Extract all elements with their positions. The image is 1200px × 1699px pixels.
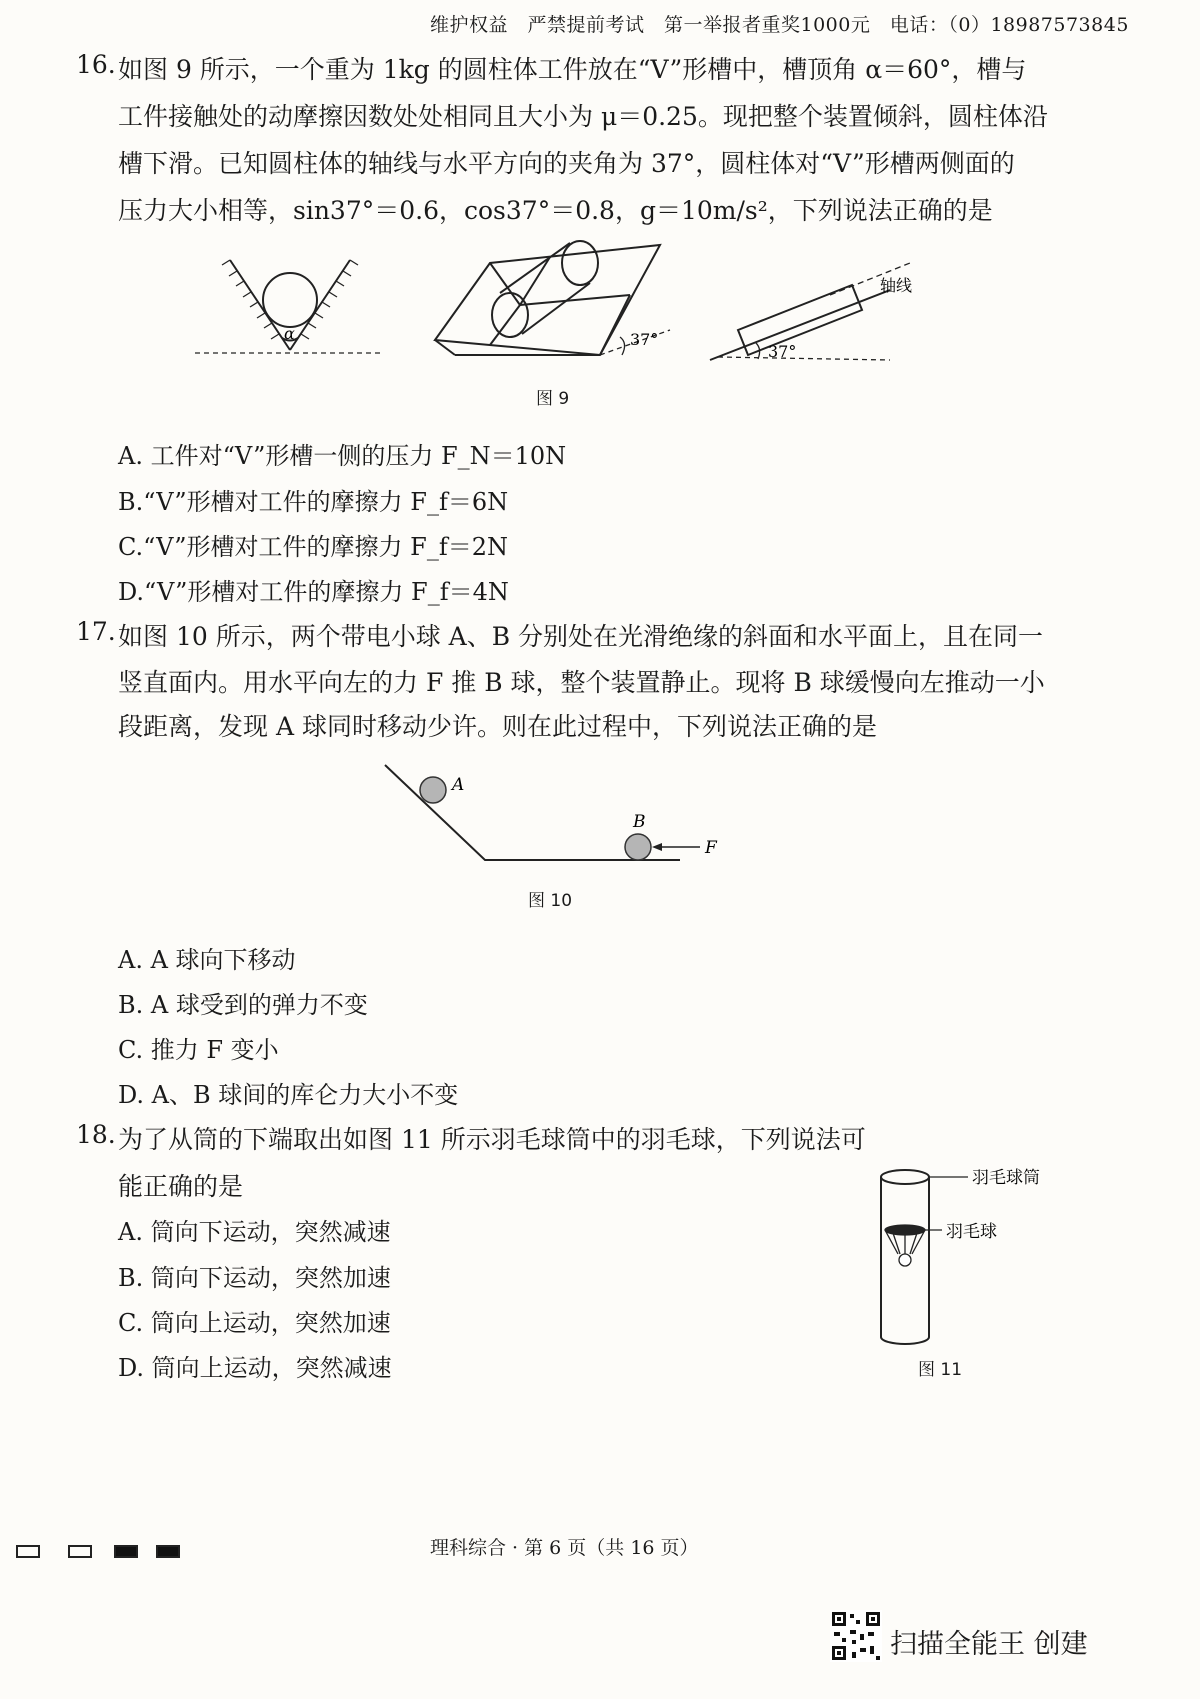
q16-option-c: C.“V”形槽对工件的摩擦力 F_f＝2N: [118, 533, 508, 561]
label-b: B: [633, 812, 646, 832]
q17-number: 17.: [76, 617, 116, 646]
figure-9: [190, 235, 920, 375]
ball-b: [625, 834, 651, 860]
q16-number: 16.: [76, 50, 116, 79]
q18-option-a: A. 筒向下运动，突然减速: [118, 1218, 391, 1246]
angle-label-1: 37°: [630, 330, 659, 349]
force-arrowhead: [652, 843, 662, 851]
q16-line-3: 槽下滑。已知圆柱体的轴线与水平方向的夹角为 37°，圆柱体对“V”形槽两侧面的: [118, 149, 1015, 178]
exam-header: 维护权益 严禁提前考试 第一举报者重奖1000元 电话：（0）18987573845: [430, 14, 1129, 36]
figure-11: [860, 1162, 1040, 1352]
qr-code-icon: [830, 1610, 882, 1662]
figure-9-caption: 图 9: [536, 389, 570, 409]
q17-line-2: 竖直面内。用水平向左的力 F 推 B 球，整个装置静止。现将 B 球缓慢向左推动一小: [118, 668, 1045, 697]
q18-option-c: C. 筒向上运动，突然加速: [118, 1309, 391, 1337]
q18-option-b: B. 筒向下运动，突然加速: [118, 1264, 391, 1292]
figure-11-caption: 图 11: [918, 1360, 963, 1380]
q17-line-3: 段距离，发现 A 球同时移动少许。则在此过程中，下列说法正确的是: [118, 712, 877, 741]
q16-option-a: A. 工件对“V”形槽一侧的压力 F_N＝10N: [118, 442, 567, 470]
q17-option-c: C. 推力 F 变小: [118, 1036, 279, 1064]
figure-10-caption: 图 10: [528, 891, 573, 911]
q18-line-1: 为了从筒的下端取出如图 11 所示羽毛球筒中的羽毛球，下列说法可: [118, 1125, 866, 1154]
q16-option-b: B.“V”形槽对工件的摩擦力 F_f＝6N: [118, 488, 509, 516]
marker-filled-1: [114, 1545, 138, 1558]
q16-line-2: 工件接触处的动摩擦因数处处相同且大小为 μ＝0.25。现把整个装置倾斜，圆柱体沿: [118, 102, 1048, 131]
q16-line-4: 压力大小相等，sin37°＝0.6，cos37°＝0.8，g＝10m/s²，下列说法正确的是: [118, 196, 993, 225]
shuttle-tube: [881, 1170, 968, 1344]
q17-line-1: 如图 10 所示，两个带电小球 A、B 分别处在光滑绝缘的斜面和水平面上，且在同一: [118, 622, 1044, 651]
marker-filled-2: [156, 1545, 180, 1558]
q18-line-2: 能正确的是: [118, 1172, 244, 1201]
q17-option-a: A. A 球向下移动: [118, 946, 296, 974]
scanner-watermark: 扫描全能王 创建: [890, 1629, 1088, 1660]
figure-10: [380, 755, 740, 875]
label-f: F: [705, 838, 717, 858]
label-a: A: [452, 775, 465, 795]
marker-empty-2: [68, 1545, 92, 1558]
angle-label-2: 37°: [768, 342, 797, 361]
q17-option-d: D. A、B 球间的库仑力大小不变: [118, 1081, 459, 1109]
shuttlecock-label: 羽毛球: [946, 1222, 997, 1242]
tube-label: 羽毛球筒: [972, 1168, 1040, 1188]
q17-option-b: B. A 球受到的弹力不变: [118, 991, 368, 1019]
q18-option-d: D. 筒向上运动，突然减速: [118, 1354, 392, 1382]
marker-empty-1: [16, 1545, 40, 1558]
q16-option-d: D.“V”形槽对工件的摩擦力 F_f＝4N: [118, 578, 509, 606]
shuttlecock: [885, 1225, 942, 1266]
ball-a: [420, 777, 446, 803]
q16-line-1: 如图 9 所示，一个重为 1kg 的圆柱体工件放在“V”形槽中，槽顶角 α＝60°，槽与: [118, 55, 1027, 84]
page-footer: 理科综合 · 第 6 页（共 16 页）: [430, 1537, 699, 1559]
q18-number: 18.: [76, 1120, 116, 1149]
axis-label: 轴线: [880, 276, 913, 295]
alpha-label: α: [284, 324, 295, 343]
